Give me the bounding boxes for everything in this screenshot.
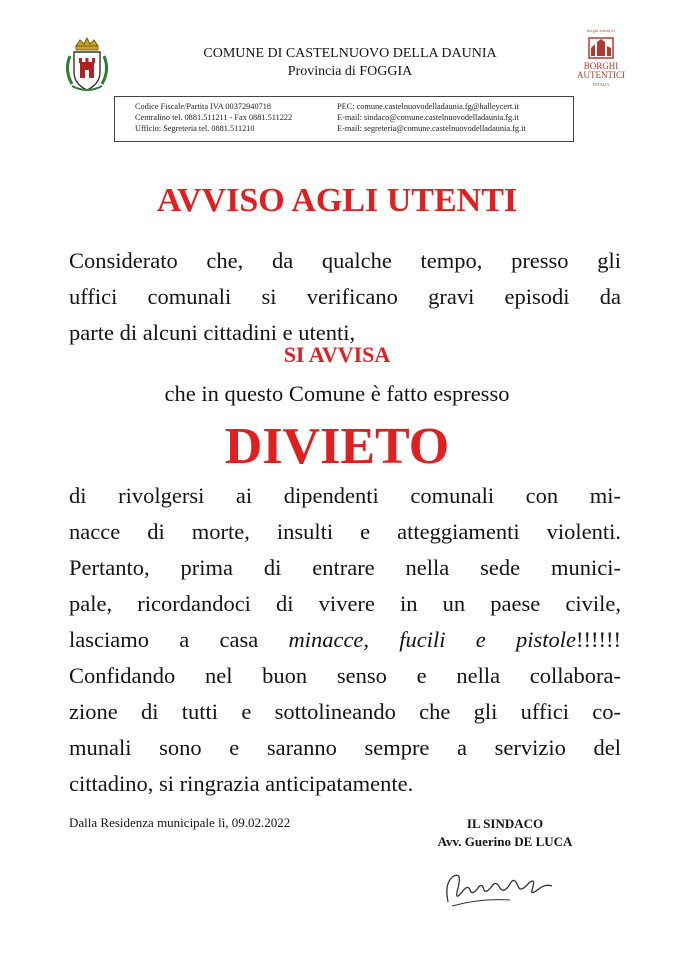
mayor-email: E-mail: sindaco@comune.castelnuovodelladaunia.fg.it: [337, 113, 519, 122]
body-line: pale, ricordandoci di vivere in un paese civile,: [69, 591, 621, 616]
office-line: Ufficio: Segreteria tel. 0881.511210: [135, 124, 255, 133]
secretary-email: E-mail: segreteria@comune.castelnuovodelladaunia.fg.it: [337, 124, 526, 133]
body-last-start: lasciamo a casa: [69, 627, 289, 652]
notice-title: AVVISO AGLI UTENTI: [156, 182, 518, 219]
pec-address: PEC: comune.castelnuovodelladaunia.fg@halleycert.it: [337, 102, 519, 111]
fiscal-code: Codice Fiscale/Partita IVA 00372940718: [135, 102, 272, 111]
si-avvisa-heading: SI AVVISA: [283, 342, 391, 367]
borghi-subtitle: D'ITALIA: [592, 82, 610, 87]
signer-name: Avv. Guerino DE LUCA: [437, 834, 573, 849]
closing-line: Confidando nel buon senso e nella collabora-: [69, 663, 621, 688]
intro-line: uffici comunali si verificano gravi episodi da: [69, 284, 621, 309]
place-date: Dalla Residenza municipale lì, 09.02.2022: [69, 815, 291, 830]
intro-line: Considerato che, da qualche tempo, presso gli: [69, 248, 621, 273]
borghi-village-icon: [587, 36, 615, 60]
body-line: Pertanto, prima di entrare nella sede munici-: [69, 555, 621, 580]
comune-line: che in questo Comune è fatto espresso: [164, 381, 510, 406]
intro-paragraph: [69, 243, 621, 351]
weapons-emphasis: minacce, fucili e pistole: [288, 627, 577, 652]
borghi-top-label: borghi autentici: [586, 28, 616, 33]
intro-line: parte di alcuni cittadini e utenti,: [69, 320, 356, 345]
body-last-line: [69, 622, 621, 658]
closing-line: munali sono e saranno sempre a servizio del: [69, 735, 621, 760]
body-last-end: !!!!!!: [576, 627, 622, 652]
handwritten-signature-icon: [440, 862, 560, 912]
signer-title: IL SINDACO: [466, 816, 544, 831]
body-line: nacce di morte, insulti e atteggiamenti violenti.: [69, 519, 621, 544]
borghi-autentici-logo: [573, 28, 629, 90]
divieto-heading: DIVIETO: [224, 418, 450, 475]
phone-line: Centralino tel. 0881.511211 - Fax 0881.511222: [135, 113, 293, 122]
closing-line: cittadino, si ringrazia anticipatamente.: [69, 771, 414, 796]
body-line: di rivolgersi ai dipendenti comunali con mi-: [69, 483, 621, 508]
body-paragraph: [69, 478, 621, 658]
borghi-line1: BORGHI: [583, 61, 619, 71]
closing-line: zione di tutti e sottolineando che gli uffici co-: [69, 699, 621, 724]
province-name: Provincia di FOGGIA: [287, 64, 413, 79]
borghi-line2: AUTENTICI: [577, 70, 625, 80]
closing-paragraph: [69, 658, 621, 802]
municipality-name: COMUNE DI CASTELNUOVO DELLA DAUNIA: [203, 46, 497, 61]
coat-of-arms-icon: [62, 36, 112, 94]
contact-info-box: [114, 96, 574, 142]
borghi-title: [573, 62, 629, 80]
